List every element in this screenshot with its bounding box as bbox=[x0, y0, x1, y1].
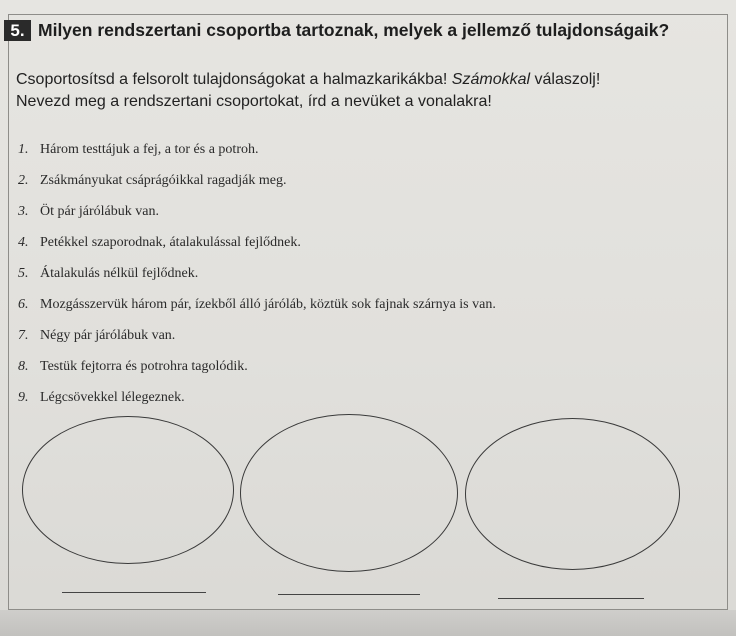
list-item bbox=[18, 326, 496, 357]
item-text: Mozgásszervük három pár, ízekből álló járóláb, köztük sok fajnak szárnya is van. bbox=[40, 297, 496, 312]
instruction-emphasis: Számokkal bbox=[451, 71, 531, 88]
list-item bbox=[18, 233, 496, 264]
list-item bbox=[18, 140, 496, 171]
item-text: Négy pár járólábuk van. bbox=[40, 328, 176, 343]
instruction-line-2: Nevezd meg a rendszertani csoportokat, írd a nevüket a vonalakra! bbox=[16, 93, 492, 110]
item-number: 4. bbox=[18, 235, 29, 250]
group-name-line-3[interactable] bbox=[498, 598, 644, 599]
list-item bbox=[18, 357, 496, 388]
item-number: 3. bbox=[18, 204, 29, 219]
item-text: Légcsövekkel lélegeznek. bbox=[40, 390, 185, 405]
set-circle-2[interactable] bbox=[240, 414, 458, 572]
item-number: 8. bbox=[18, 359, 29, 374]
item-text: Átalakulás nélkül fejlődnek. bbox=[40, 266, 199, 281]
item-text: Petékkel szaporodnak, átalakulással fejlődnek. bbox=[40, 235, 301, 250]
list-item bbox=[18, 264, 496, 295]
item-text: Három testtájuk a fej, a tor és a potroh. bbox=[40, 142, 259, 157]
item-text: Zsákmányukat csáprágóikkal ragadják meg. bbox=[40, 173, 287, 188]
page-bottom-edge bbox=[0, 610, 736, 636]
property-list bbox=[18, 140, 496, 419]
item-number: 5. bbox=[18, 266, 29, 281]
instruction-line-1 bbox=[16, 69, 600, 91]
item-number: 2. bbox=[18, 173, 29, 188]
group-name-line-1[interactable] bbox=[62, 592, 206, 593]
instruction-text: válaszolj! bbox=[530, 71, 601, 88]
instruction-text: Csoportosítsd a felsorolt tulajdonságokat a halmazkarikákba! bbox=[16, 71, 452, 88]
task-title: Milyen rendszertani csoportba tartoznak, melyek a jellemző tulajdonságaik? bbox=[38, 20, 670, 40]
list-item bbox=[18, 171, 496, 202]
item-number: 7. bbox=[18, 328, 29, 343]
item-number: 6. bbox=[18, 297, 29, 312]
group-name-line-2[interactable] bbox=[278, 594, 420, 595]
item-text: Testük fejtorra és potrohra tagolódik. bbox=[40, 359, 248, 374]
list-item bbox=[18, 295, 496, 326]
item-number: 1. bbox=[18, 142, 29, 157]
list-item bbox=[18, 388, 496, 419]
set-circle-3[interactable] bbox=[465, 418, 680, 570]
set-circle-1[interactable] bbox=[22, 416, 234, 564]
item-text: Öt pár járólábuk van. bbox=[40, 204, 159, 219]
item-number: 9. bbox=[18, 390, 29, 405]
list-item bbox=[18, 202, 496, 233]
task-number-badge: 5. bbox=[4, 20, 31, 41]
